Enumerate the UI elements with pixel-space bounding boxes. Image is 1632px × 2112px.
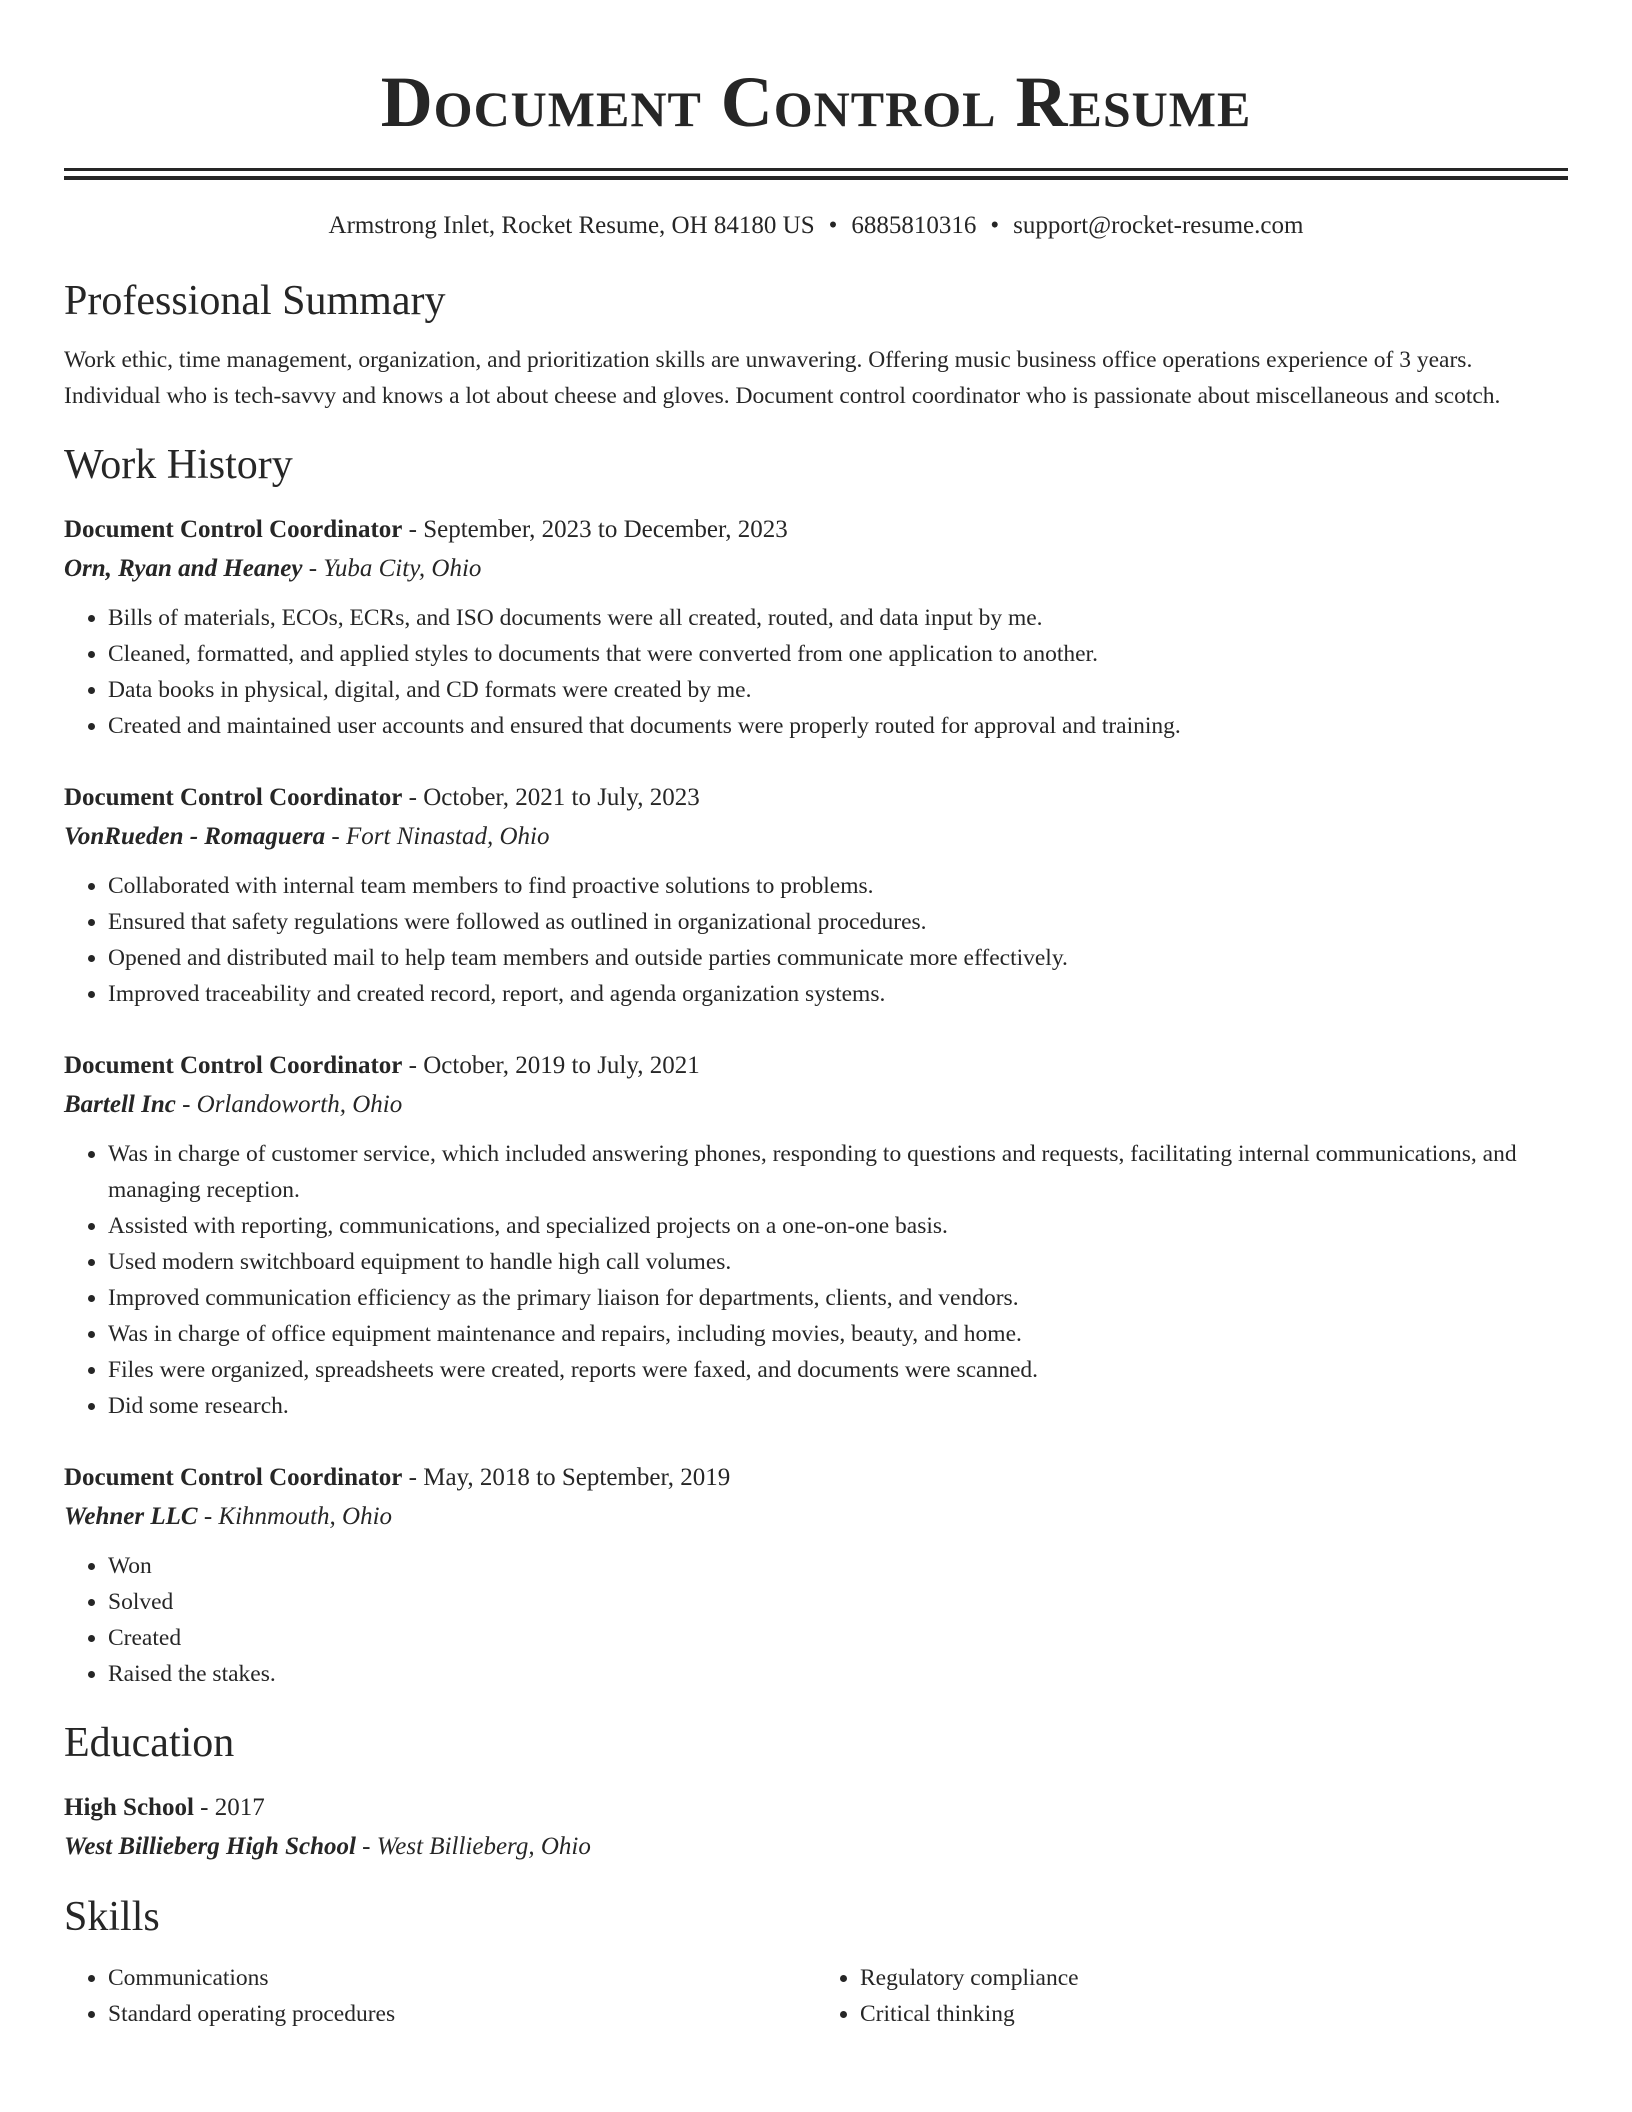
job-title: Document Control Coordinator	[64, 784, 403, 811]
job-entry	[64, 510, 1568, 744]
company-line	[64, 817, 1568, 856]
job-bullet: • Cleaned, formatted, and applied styles to documents that were converted from one application to another.	[108, 636, 1568, 672]
company-line	[64, 1085, 1568, 1124]
school-location: - West Billieberg, Ohio	[355, 1833, 591, 1860]
job-bullet: • Bills of materials, ECOs, ECRs, and ISO documents were all created, routed, and data input by me.	[108, 600, 1568, 636]
degree-line	[64, 1788, 1568, 1827]
skill-item: • Communications	[108, 1960, 816, 1996]
job-bullet: • Was in charge of office equipment maintenance and repairs, including movies, beauty, and home.	[108, 1316, 1568, 1352]
job-bullets	[64, 868, 1568, 1012]
job-bullet: • Ensured that safety regulations were followed as outlined in organizational procedures.	[108, 904, 1568, 940]
job-entry	[64, 1458, 1568, 1692]
contact-email: support@rocket-resume.com	[1013, 212, 1304, 239]
job-title: Document Control Coordinator	[64, 1052, 403, 1079]
job-bullet: • Files were organized, spreadsheets were created, reports were faxed, and documents were scanned.	[108, 1352, 1568, 1388]
job-bullet: • Did some research.	[108, 1388, 1568, 1424]
school-name: West Billieberg High School	[64, 1833, 356, 1860]
summary-text: Work ethic, time management, organization, and prioritization skills are unwavering. Offering music business office operations experience of 3 years. Individual who is tech-savvy and knows a lot about cheese and gloves. Document control coordinator who is passionate about miscellaneous and scotch.	[64, 347, 1501, 409]
school-line	[64, 1827, 1568, 1866]
job-bullet: • Raised the stakes.	[108, 1656, 1568, 1692]
job-bullet: • Assisted with reporting, communications, and specialized projects on a one-on-one basis.	[108, 1208, 1568, 1244]
job-bullet: • Improved traceability and created record, report, and agenda organization systems.	[108, 976, 1568, 1012]
skills-list	[64, 1960, 1568, 2032]
title-divider	[64, 168, 1568, 180]
job-dates: - October, 2021 to July, 2023	[402, 784, 700, 811]
company-location: - Yuba City, Ohio	[302, 555, 482, 582]
skills-heading: Skills	[64, 1894, 160, 1940]
job-dates: - May, 2018 to September, 2019	[402, 1464, 731, 1491]
job-dates: - October, 2019 to July, 2021	[402, 1052, 700, 1079]
job-title-line	[64, 778, 1568, 817]
company-location: - Kihnmouth, Ohio	[197, 1503, 393, 1530]
contact-address: Armstrong Inlet, Rocket Resume, OH 84180 US	[328, 212, 815, 239]
job-entry	[64, 778, 1568, 1012]
job-bullet: • Collaborated with internal team members to find proactive solutions to problems.	[108, 868, 1568, 904]
job-bullet: • Opened and distributed mail to help team members and outside parties communicate more effectively.	[108, 940, 1568, 976]
skill-item: • Critical thinking	[860, 1996, 1568, 2032]
contact-separator: •	[990, 212, 1000, 239]
job-bullets	[64, 600, 1568, 744]
job-bullet: • Created	[108, 1620, 1568, 1656]
job-bullet: • Won	[108, 1548, 1568, 1584]
company-name: VonRueden - Romaguera	[64, 823, 326, 850]
job-title-line	[64, 510, 1568, 549]
graduation-year: - 2017	[193, 1794, 265, 1821]
job-entry	[64, 1046, 1568, 1424]
company-location: - Fort Ninastad, Ohio	[325, 823, 550, 850]
company-name: Orn, Ryan and Heaney	[64, 555, 303, 582]
degree: High School	[64, 1794, 194, 1821]
contact-separator: •	[828, 212, 838, 239]
contact-line	[64, 210, 1568, 242]
job-bullet: • Data books in physical, digital, and CD formats were created by me.	[108, 672, 1568, 708]
company-name: Wehner LLC	[64, 1503, 198, 1530]
job-bullets	[64, 1548, 1568, 1692]
job-title: Document Control Coordinator	[64, 516, 403, 543]
job-bullet: • Solved	[108, 1584, 1568, 1620]
job-title: Document Control Coordinator	[64, 1464, 403, 1491]
education-heading: Education	[64, 1720, 235, 1766]
education-entry	[64, 1788, 1568, 1866]
job-bullet: • Used modern switchboard equipment to handle high call volumes.	[108, 1244, 1568, 1280]
company-location: - Orlandoworth, Ohio	[175, 1091, 403, 1118]
skills-column-right	[816, 1960, 1568, 2032]
resume-title: Document Control Resume	[380, 62, 1252, 142]
job-dates: - September, 2023 to December, 2023	[402, 516, 788, 543]
job-bullets	[64, 1136, 1568, 1424]
company-line	[64, 549, 1568, 588]
job-title-line	[64, 1458, 1568, 1497]
job-bullet: • Created and maintained user accounts and ensured that documents were properly routed for approval and training.	[108, 708, 1568, 744]
skill-item: • Standard operating procedures	[108, 1996, 816, 2032]
skills-column-left	[64, 1960, 816, 2032]
company-name: Bartell Inc	[64, 1091, 176, 1118]
company-line	[64, 1497, 1568, 1536]
skill-item: • Regulatory compliance	[860, 1960, 1568, 1996]
job-bullet: • Was in charge of customer service, which included answering phones, responding to questions and requests, facilitating internal communications, and managing reception.	[108, 1136, 1568, 1208]
job-bullet: • Improved communication efficiency as the primary liaison for departments, clients, and vendors.	[108, 1280, 1568, 1316]
work-history-heading: Work History	[64, 442, 293, 488]
job-title-line	[64, 1046, 1568, 1085]
contact-phone: 6885810316	[851, 212, 977, 239]
summary-heading: Professional Summary	[64, 278, 446, 324]
